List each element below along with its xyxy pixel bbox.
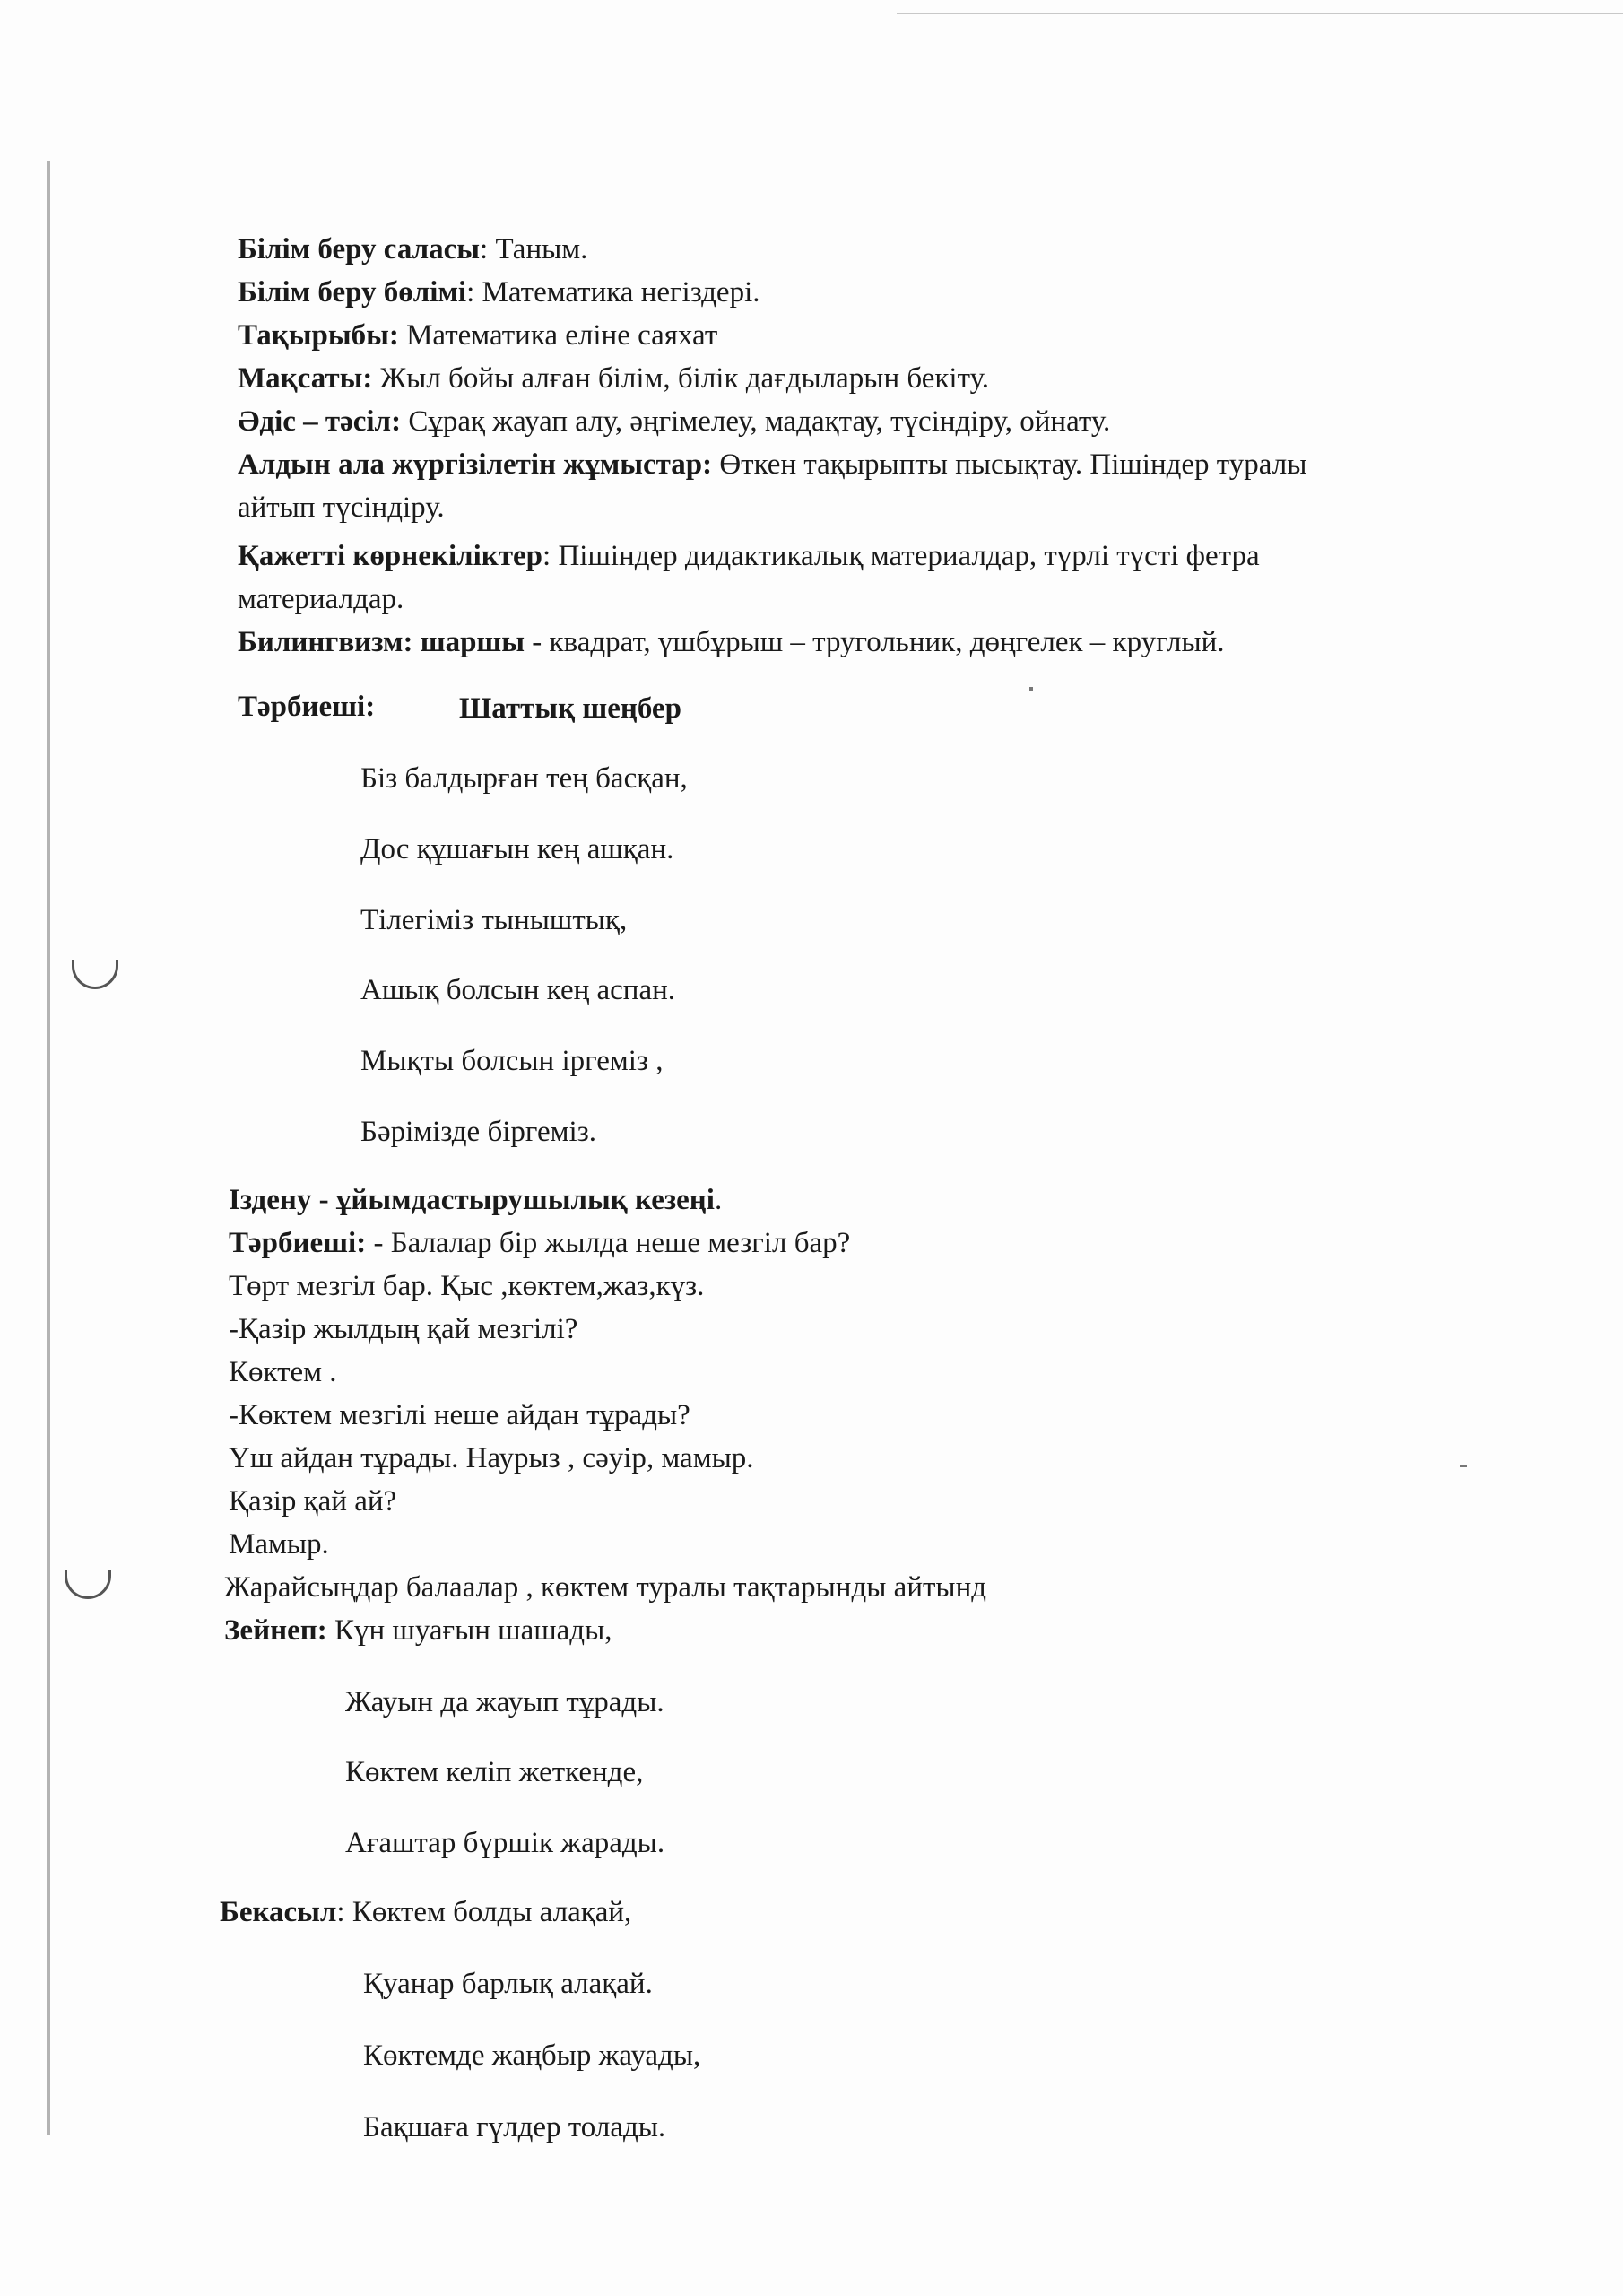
dialog-line: Жарайсыңдар балаалар , көктем туралы тақтарынды айтынд: [224, 1571, 987, 1604]
poem-line: Бәрімізде біргеміз.: [360, 1116, 596, 1148]
header-line: Алдын ала жүргізілетін жұмыстар: Өткен тақырыпты пысықтау. Пішіндер туралы: [238, 448, 1307, 481]
poem-line: Ағаштар бүршік жарады.: [345, 1827, 665, 1859]
header-line: Қажетті көрнекіліктер: Пішіндер дидактикалық материалдар, түрлі түсті фетра: [238, 540, 1260, 572]
punch-hole-mark: [65, 1570, 111, 1599]
poem-line: Көктемде жаңбыр жауады,: [363, 2039, 701, 2072]
poem-line: Дос құшағын кең ашқан.: [360, 833, 674, 865]
dialog-line: Бекасыл: Көктем болды алақай,: [220, 1896, 632, 1928]
scan-edge-line: [897, 13, 1623, 14]
dialog-line: Зейнеп: Күн шуағын шашады,: [224, 1614, 612, 1647]
header-line: Әдіс – тәсіл: Сұрақ жауап алу, әңгімелеу, мадақтау, түсіндіру, ойнату.: [238, 405, 1111, 438]
dialog-line: Төрт мезгіл бар. Қыс ,көктем,жаз,күз.: [229, 1270, 705, 1302]
header-line: Білім беру саласы: Таным.: [238, 233, 588, 265]
poem-line: Қуанар барлық алақай.: [363, 1968, 653, 2000]
header-line: Тақырыбы: Математика еліне саяхат: [238, 319, 718, 352]
section-heading: Шаттық шеңбер: [459, 692, 681, 725]
speaker-label: Тәрбиеші:: [238, 691, 376, 723]
poem-line: Көктем келіп жеткенде,: [345, 1756, 644, 1788]
dialog-line: -Қазір жылдың қай мезгілі?: [229, 1313, 578, 1345]
binding-edge-shadow: [47, 161, 50, 2135]
dialog-line: Қазір қай ай?: [229, 1485, 397, 1518]
poem-line: Біз балдырған тең басқан,: [360, 762, 688, 795]
poem-line: Тілегіміз тыныштық,: [360, 904, 628, 936]
poem-line: Бақшаға гүлдер толады.: [363, 2111, 666, 2144]
header-line: Мақсаты: Жыл бойы алған білім, білік дағдыларын бекіту.: [238, 362, 990, 395]
header-line: Билингвизм: шаршы - квадрат, үшбұрыш – тругольник, дөңгелек – круглый.: [238, 626, 1225, 658]
dialog-line: Тәрбиеші: - Балалар бір жылда неше мезгіл бар?: [229, 1227, 851, 1259]
dialog-line: -Көктем мезгілі неше айдан тұрады?: [229, 1399, 690, 1431]
poem-line: Ашық болсын кең аспан.: [360, 974, 676, 1006]
header-line: Білім беру бөлімі: Математика негіздері.: [238, 276, 760, 309]
dialog-line: Үш айдан тұрады. Наурыз , сәуір, мамыр.: [229, 1442, 754, 1474]
scan-speck: [1029, 687, 1033, 691]
punch-hole-mark: [72, 960, 118, 989]
poem-line: Мықты болсын іргеміз ,: [360, 1045, 664, 1077]
dialog-line: Көктем .: [229, 1356, 337, 1388]
poem-line: Жауын да жауып тұрады.: [345, 1686, 664, 1718]
dialog-line: Мамыр.: [229, 1528, 329, 1561]
header-line: материалдар.: [238, 583, 404, 615]
scan-speck: [1460, 1465, 1467, 1467]
section-title: Іздену - ұйымдастырушылық кезеңі.: [229, 1184, 723, 1216]
header-line: айтып түсіндіру.: [238, 491, 445, 524]
